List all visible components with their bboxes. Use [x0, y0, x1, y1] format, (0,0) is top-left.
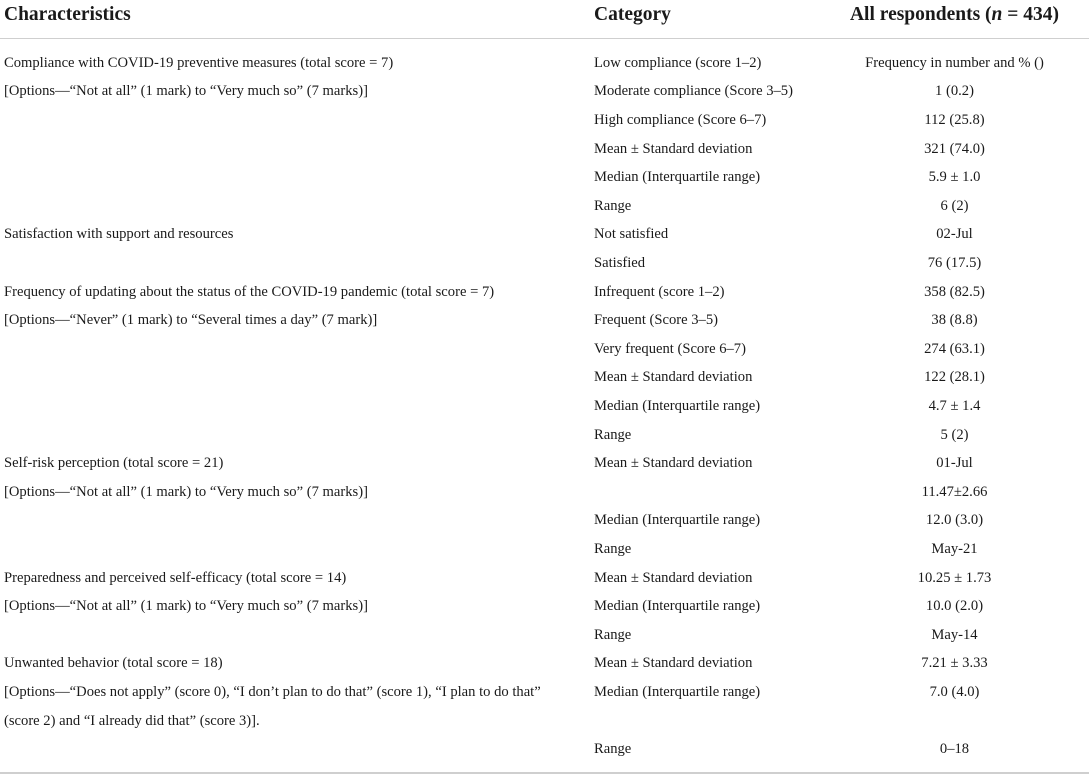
- table-cell-col3: 01-Jul: [936, 455, 973, 471]
- table-cell-col1: Satisfaction with support and resources: [4, 226, 234, 242]
- table-cell-col2: Low compliance (score 1–2): [594, 55, 762, 71]
- table-cell-col2: Mean ± Standard deviation: [594, 369, 753, 385]
- header-characteristics: Characteristics: [4, 4, 131, 25]
- header-all-respondents: All respondents (n = 434): [849, 4, 1060, 25]
- table-cell-col3: 12.0 (3.0): [925, 512, 984, 528]
- table-cell-col1: Unwanted behavior (total score = 18): [4, 655, 223, 671]
- table-cell-col3: May-21: [931, 541, 978, 557]
- table-cell-col3: 76 (17.5): [927, 255, 982, 271]
- table-cell-col1: Compliance with COVID-19 preventive measures (total score = 7): [4, 55, 394, 71]
- table-cell-col2: Range: [594, 198, 632, 214]
- table-cell-col2: Median (Interquartile range): [594, 598, 761, 614]
- header-category: Category: [594, 4, 671, 25]
- table-cell-col1: [Options—“Never” (1 mark) to “Several times a day” (7 mark)]: [4, 312, 378, 328]
- table-cell-col1: [Options—“Not at all” (1 mark) to “Very much so” (7 marks)]: [4, 83, 368, 99]
- table-cell-col1: [Options—“Does not apply” (score 0), “I don’t plan to do that” (score 1), “I plan to do that” (score 2) and “I already did that” (score 3)].: [4, 684, 541, 729]
- table-cell-col3: 358 (82.5): [924, 284, 985, 300]
- table-cell-col2: Mean ± Standard deviation: [594, 570, 753, 586]
- table-cell-col3: 11.47±2.66: [921, 484, 988, 500]
- table-cell-col3: 7.0 (4.0): [929, 684, 980, 700]
- table-cell-col3: 7.21 ± 3.33: [921, 655, 988, 671]
- table-cell-col2: Range: [594, 427, 632, 443]
- table-cell-col2: Very frequent (Score 6–7): [594, 341, 746, 357]
- table-cell-col1: Frequency of updating about the status of the COVID-19 pandemic (total score = 7): [4, 284, 495, 300]
- bottom-rule: [0, 772, 1089, 774]
- table-cell-col2: Mean ± Standard deviation: [594, 655, 753, 671]
- table-cell-col3: 274 (63.1): [924, 341, 985, 357]
- table-cell-col1: Self-risk perception (total score = 21): [4, 455, 224, 471]
- table-cell-col1: Preparedness and perceived self-efficacy (total score = 14): [4, 570, 347, 586]
- table-cell-col3: 10.25 ± 1.73: [917, 570, 992, 586]
- table-cell-col2: Median (Interquartile range): [594, 169, 761, 185]
- table-cell-col2: Median (Interquartile range): [594, 684, 761, 700]
- table-cell-col3: 1 (0.2): [935, 83, 974, 99]
- table-cell-col1: [Options—“Not at all” (1 mark) to “Very much so” (7 marks)]: [4, 598, 368, 614]
- table-cell-col3: 122 (28.1): [924, 369, 985, 385]
- table-cell-col2: Moderate compliance (Score 3–5): [594, 83, 793, 99]
- table-cell-col2: Range: [594, 627, 632, 643]
- table-cell-col1: [Options—“Not at all” (1 mark) to “Very much so” (7 marks)]: [4, 484, 368, 500]
- table-cell-col3: 4.7 ± 1.4: [928, 398, 981, 414]
- table-cell-col3: 5 (2): [940, 427, 969, 443]
- table-cell-col3: Frequency in number and % (): [865, 55, 1044, 71]
- table-cell-col3: 02-Jul: [936, 226, 973, 242]
- table-cell-col3: 0–18: [939, 741, 970, 757]
- table-cell-col2: Median (Interquartile range): [594, 398, 761, 414]
- table-cell-col3: 10.0 (2.0): [925, 598, 984, 614]
- table-cell-col2: Mean ± Standard deviation: [594, 141, 753, 157]
- table-cell-col2: Frequent (Score 3–5): [594, 312, 719, 328]
- table-cell-col2: Median (Interquartile range): [594, 512, 761, 528]
- table-cell-col3: 112 (25.8): [924, 112, 985, 128]
- table-cell-col3: 38 (8.8): [931, 312, 978, 328]
- table-cell-col2: Not satisfied: [594, 226, 669, 242]
- table-cell-col2: Satisfied: [594, 255, 646, 271]
- table-cell-col2: Infrequent (score 1–2): [594, 284, 725, 300]
- table-cell-col2: Range: [594, 741, 632, 757]
- table-header: [0, 0, 1089, 38]
- table-cell-col3: May-14: [931, 627, 978, 643]
- table-cell-col3: 321 (74.0): [924, 141, 985, 157]
- table-cell-col2: Mean ± Standard deviation: [594, 455, 753, 471]
- table-cell-col2: Range: [594, 541, 632, 557]
- table-cell-col2: High compliance (Score 6–7): [594, 112, 767, 128]
- table-cell-col3: 5.9 ± 1.0: [928, 169, 981, 185]
- table-cell-col3: 6 (2): [940, 198, 969, 214]
- header-rule: [0, 38, 1089, 39]
